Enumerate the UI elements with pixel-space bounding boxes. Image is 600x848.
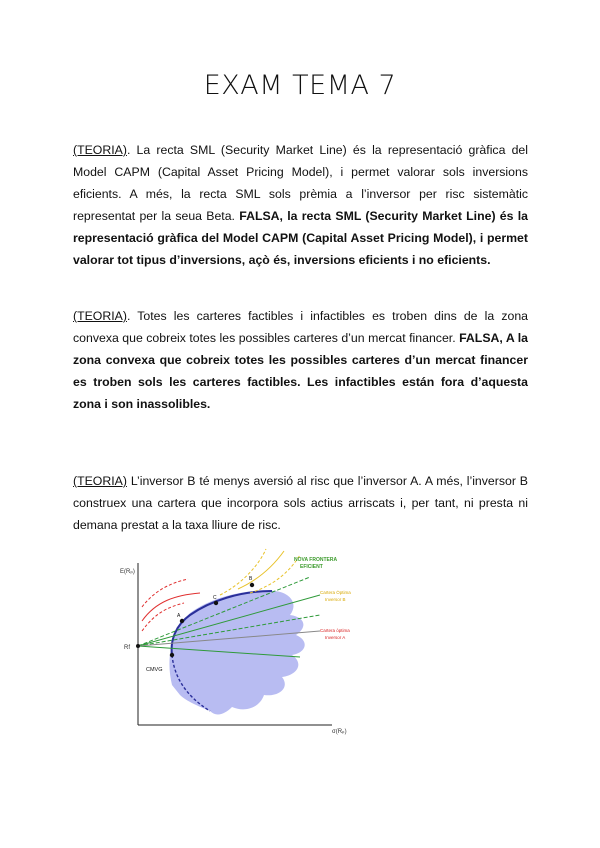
question-1 (73, 139, 528, 271)
question-statement: . Totes les carteres factibles i infactibles es troben dins de la zona convexa que cobreix totes les possibles carteres d’un mercat financer. (73, 309, 528, 345)
question-2 (73, 305, 528, 415)
yellow-curve-1 (220, 549, 266, 595)
rf-marker (136, 644, 140, 648)
optimal-a-line1: Cartera òptima (320, 628, 350, 633)
frontier-label-line1: NOVA FRONTERA (294, 557, 338, 563)
page-title: EXAM TEMA 7 (203, 70, 397, 101)
question-3 (73, 470, 528, 536)
efficient-frontier-figure (120, 545, 380, 735)
question-answer: FALSA, A la zona convexa que cobreix totes les possibles carteres d’un mercat financer es troben sols les carteres factibles. Les infactibles están fora d’aquesta zona i son inassolibles. (73, 331, 528, 411)
yellow-curve-2 (238, 551, 284, 589)
point-c-marker (214, 601, 218, 605)
optimal-b-line1: Cartera Òptima (320, 590, 351, 595)
question-tag: (TEORIA) (73, 474, 127, 488)
question-statement: L’inversor B té menys aversió al risc que l’inversor A. A més, l’inversor B construex una cartera que incorpora sols actius arriscats i, per tant, ni presta ni demana prestat a la taxa lliure de risc. (73, 474, 528, 532)
point-c-label: C (213, 595, 217, 601)
point-b-label: B (249, 576, 253, 582)
cmvg-marker (170, 653, 174, 657)
point-a-label: A (177, 613, 181, 619)
question-tag: (TEORIA) (73, 143, 127, 157)
frontier-label-line2: EFICIENT (300, 564, 323, 570)
point-b-marker (250, 583, 254, 587)
red-curve-2 (142, 579, 188, 607)
question-tag: (TEORIA) (73, 309, 127, 323)
question-answer: FALSA, la recta SML (Security Market Line) és la representació gràfica del Model CAPM (Capital Asset Pricing Model), i permet valorar tot tipus d’inversions, açò és, inversions eficients i no eficients. (73, 209, 528, 267)
x-axis-label: σ(Rₚ) (332, 729, 347, 735)
y-axis-label: E(Rₚ) (120, 569, 135, 575)
rf-label: Rf (124, 645, 130, 651)
cmvg-label: CMVG (146, 667, 163, 673)
question-statement: . La recta SML (Security Market Line) és la representació gràfica del Model CAPM (Capital Asset Pricing Model), i permet valorar sols inversions eficients. A més, la recta SML sols prèmia a l’inversor per risc sistemàtic representat per la seua Beta. (73, 143, 528, 223)
optimal-a-line2: Inversor A (325, 635, 346, 640)
point-a-marker (180, 619, 184, 623)
optimal-b-line2: Inversor B (325, 597, 346, 602)
yellow-curve-3 (250, 555, 300, 593)
